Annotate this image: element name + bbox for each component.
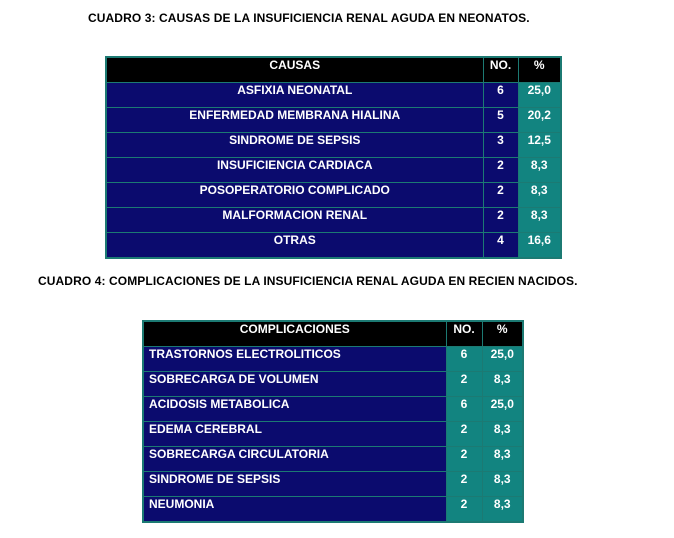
cell-causa: INSUFICIENCIA CARDIACA (106, 158, 483, 183)
table-row (106, 133, 561, 158)
table-row (143, 472, 523, 497)
cell-causa: ASFIXIA NEONATAL (106, 83, 483, 108)
cell-no: 4 (483, 233, 518, 259)
table-row (106, 233, 561, 259)
cell-pct: 12,5 (518, 133, 561, 158)
cell-no: 6 (483, 83, 518, 108)
cell-pct: 20,2 (518, 108, 561, 133)
table-row (143, 397, 523, 422)
cuadro4-table (142, 320, 524, 523)
cell-no: 2 (483, 183, 518, 208)
cuadro3-table (105, 56, 562, 259)
cell-pct: 25,0 (518, 83, 561, 108)
cell-pct: 16,6 (518, 233, 561, 259)
cell-pct: 8,3 (518, 208, 561, 233)
cell-pct: 8,3 (482, 497, 523, 523)
cell-complicacion: TRASTORNOS ELECTROLITICOS (143, 347, 446, 372)
cell-causa: SINDROME DE SEPSIS (106, 133, 483, 158)
cell-causa: MALFORMACION RENAL (106, 208, 483, 233)
column-header-no: NO. (483, 57, 518, 83)
table-row (143, 447, 523, 472)
cell-no: 2 (446, 422, 482, 447)
table-row (106, 83, 561, 108)
cell-complicacion: SOBRECARGA DE VOLUMEN (143, 372, 446, 397)
cell-no: 6 (446, 397, 482, 422)
cell-complicacion: ACIDOSIS METABOLICA (143, 397, 446, 422)
cell-no: 2 (446, 472, 482, 497)
cell-complicacion: NEUMONIA (143, 497, 446, 523)
cell-no: 2 (446, 447, 482, 472)
table-row (106, 158, 561, 183)
cell-no: 2 (483, 208, 518, 233)
cell-pct: 8,3 (482, 447, 523, 472)
cell-pct: 8,3 (518, 183, 561, 208)
cell-no: 6 (446, 347, 482, 372)
cell-pct: 8,3 (482, 372, 523, 397)
cell-pct: 25,0 (482, 347, 523, 372)
cell-complicacion: SINDROME DE SEPSIS (143, 472, 446, 497)
cuadro3-title: CUADRO 3: CAUSAS DE LA INSUFICIENCIA RENAL AGUDA EN NEONATOS. (88, 11, 530, 25)
table-row (143, 497, 523, 523)
cell-no: 5 (483, 108, 518, 133)
table-header-row (143, 321, 523, 347)
cell-pct: 8,3 (482, 422, 523, 447)
cell-no: 2 (446, 497, 482, 523)
table-row (143, 347, 523, 372)
table-row (106, 108, 561, 133)
cell-pct: 25,0 (482, 397, 523, 422)
cell-complicacion: SOBRECARGA CIRCULATORIA (143, 447, 446, 472)
cell-causa: POSOPERATORIO COMPLICADO (106, 183, 483, 208)
column-header-pct: % (482, 321, 523, 347)
cell-pct: 8,3 (518, 158, 561, 183)
table-row (143, 422, 523, 447)
table-row (143, 372, 523, 397)
column-header-pct: % (518, 57, 561, 83)
cell-pct: 8,3 (482, 472, 523, 497)
table-row (106, 183, 561, 208)
cell-complicacion: EDEMA CEREBRAL (143, 422, 446, 447)
column-header-no: NO. (446, 321, 482, 347)
column-header-causas: CAUSAS (106, 57, 483, 83)
table-header-row (106, 57, 561, 83)
cell-causa: ENFERMEDAD MEMBRANA HIALINA (106, 108, 483, 133)
cell-no: 3 (483, 133, 518, 158)
column-header-complicaciones: COMPLICACIONES (143, 321, 446, 347)
table-row (106, 208, 561, 233)
cell-no: 2 (446, 372, 482, 397)
cell-no: 2 (483, 158, 518, 183)
cell-causa: OTRAS (106, 233, 483, 259)
cuadro4-title: CUADRO 4: COMPLICACIONES DE LA INSUFICIENCIA RENAL AGUDA EN RECIEN NACIDOS. (38, 274, 578, 288)
